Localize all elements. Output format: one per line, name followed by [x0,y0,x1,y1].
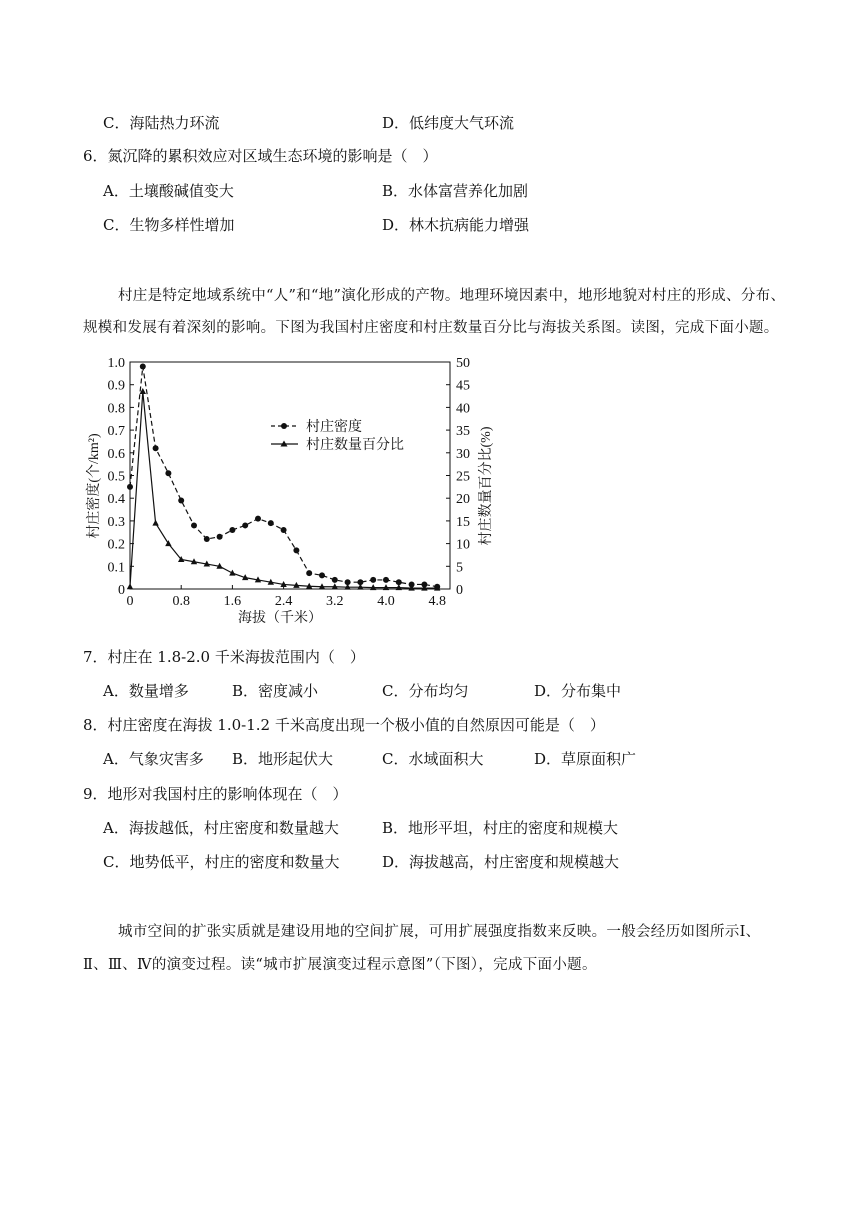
density-point [140,364,146,370]
x-tick-label: 2.4 [274,594,293,609]
q9-option-c: C．地势低平，村庄的密度和数量大 [103,853,340,871]
density-point [306,570,312,576]
q9-stem: 9．地形对我国村庄的影响体现在（ ） [83,785,348,803]
passage1-line1: 村庄是特定地域系统中“人”和“地”演化形成的产物。地理环境因素中，地形地貌对村庄的形成、分布、 [118,288,786,304]
percent-point [152,520,158,526]
q7-stem: 7．村庄在 1.8-2.0 千米海拔范围内（ ） [83,648,365,666]
q7-option-a: A．数量增多 [103,682,189,700]
density-point [165,470,171,476]
y-right-tick-label: 50 [456,356,470,371]
percent-point [127,583,133,589]
y-left-tick-label: 0.4 [107,492,125,508]
q5-option-d: D．低纬度大气环流 [382,114,515,132]
density-point [332,577,338,583]
x-tick-label: 0.8 [172,594,190,609]
q6-option-b: B．水体富营养化加剧 [382,182,529,200]
y-right-tick-label: 40 [456,401,470,417]
y-right-tick-label: 0 [456,583,463,598]
x-tick-label: 4.8 [428,594,446,609]
y-left-tick-label: 0.8 [107,401,125,417]
density-point [281,527,287,533]
y-axis-right-label: 村庄数量百分比(%) [479,426,494,546]
legend-density-label: 村庄密度 [306,420,362,435]
y-right-tick-label: 15 [456,514,470,530]
q6-option-d: D．林木抗病能力增强 [382,216,530,234]
x-tick-label: 1.6 [223,594,242,609]
q7-option-b: B．密度减小 [232,682,319,700]
y-right-tick-label: 30 [456,446,470,462]
y-right-tick-label: 25 [456,469,470,485]
density-point [242,522,248,528]
passage1-line2: 规模和发展有着深刻的影响。下图为我国村庄密度和村庄数量百分比与海拔关系图。读图，完成下面小题。 [83,320,779,336]
y-right-tick-label: 45 [456,378,470,394]
density-point [293,547,299,553]
y-left-tick-label: 0.7 [107,424,125,440]
q6-option-a: A．土壤酸碱值变大 [103,182,234,200]
density-point [153,445,159,451]
q7-option-c: C．分布均匀 [382,682,469,700]
q9-option-b: B．地形平坦，村庄的密度和规模大 [382,819,619,837]
q8-option-a: A．气象灾害多 [103,750,204,768]
density-point [229,527,235,533]
q8-option-c: C．水域面积大 [382,750,484,768]
q5-option-c: C．海陆热力环流 [103,114,220,132]
y-right-tick-label: 20 [456,492,470,508]
q8-option-d: D．草原面积广 [534,750,637,768]
q8-option-b: B．地形起伏大 [232,750,334,768]
density-point [319,572,325,578]
y-left-tick-label: 0.5 [107,469,125,485]
q6-option-c: C．生物多样性增加 [103,216,235,234]
density-point [370,577,376,583]
x-tick-label: 4.0 [377,594,395,609]
q6-stem: 6．氮沉降的累积效应对区域生态环境的影响是（ ） [83,147,438,165]
x-tick-label: 0 [126,594,134,609]
density-point [127,484,133,490]
density-point [268,520,274,526]
density-point [191,522,197,528]
q7-option-d: D．分布集中 [534,682,622,700]
q9-option-d: D．海拔越高，村庄密度和规模越大 [382,853,620,871]
y-right-tick-label: 35 [456,424,470,440]
legend-percent-label: 村庄数量百分比 [306,438,404,453]
density-point [204,536,210,542]
density-point [383,577,389,583]
y-left-tick-label: 0.1 [107,560,125,576]
q9-option-a: A．海拔越低，村庄密度和数量越大 [103,819,339,837]
q8-stem: 8．村庄密度在海拔 1.0-1.2 千米高度出现一个极小值的自然原因可能是（ ） [83,716,605,734]
density-point [178,497,184,503]
density-point [255,516,261,522]
density-point [217,534,223,540]
y-left-tick-label: 0 [118,583,125,598]
y-axis-left-label: 村庄密度(个/km²) [87,433,102,539]
passage2-line1: 城市空间的扩张实质就是建设用地的空间扩展，可用扩展强度指数来反映。一般会经历如图所示Ⅰ、 [118,924,761,940]
y-right-tick-label: 5 [456,560,463,576]
y-left-tick-label: 0.6 [107,446,125,462]
y-left-tick-label: 1.0 [107,356,125,371]
y-left-tick-label: 0.9 [107,378,125,394]
y-left-tick-label: 0.3 [107,514,125,530]
y-right-tick-label: 10 [456,537,470,553]
x-axis-label: 海拔（千米） [238,611,322,626]
x-tick-label: 3.2 [326,594,344,609]
percent-point [229,570,235,576]
elevation-village-chart [78,346,508,636]
legend-density-marker [281,423,287,429]
passage2-line2: Ⅱ、Ⅲ、Ⅳ的演变过程。读“城市扩展演变过程示意图”（下图），完成下面小题。 [83,957,597,973]
y-left-tick-label: 0.2 [107,537,125,553]
